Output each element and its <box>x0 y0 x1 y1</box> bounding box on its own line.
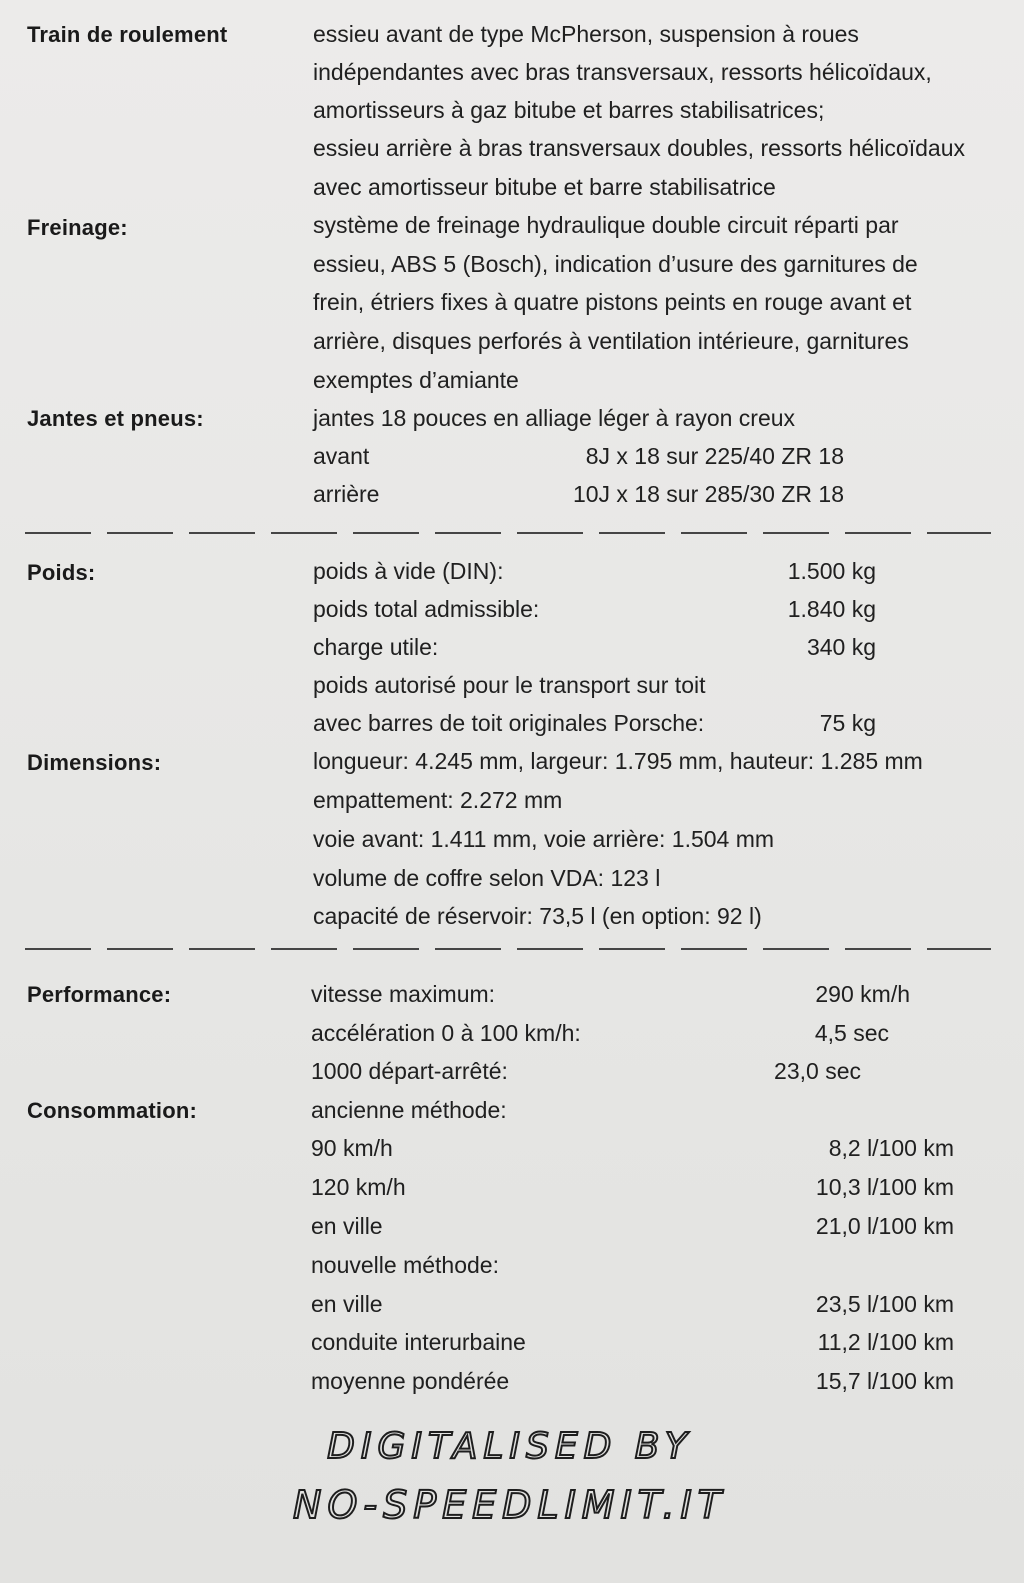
section-label-consommation: Consommation: <box>27 1098 198 1123</box>
poids-row-name: charge utile: <box>313 634 439 660</box>
dimensions-line: voie avant: 1.411 mm, voie arrière: 1.504 mm <box>313 826 775 852</box>
consommation-row-name: en ville <box>311 1213 383 1239</box>
poids-row-value: 340 kg <box>806 634 876 660</box>
consommation-row-name: moyenne pondérée <box>311 1368 510 1394</box>
dimensions-line: capacité de réservoir: 73,5 l (en option: 92 l) <box>313 903 762 929</box>
freinage-line: exemptes d’amiante <box>313 367 519 393</box>
performance-row-name: accélération 0 à 100 km/h: <box>311 1020 581 1046</box>
train-line: essieu avant de type McPherson, suspension à roues <box>313 21 859 47</box>
performance-row-name: 1000 départ-arrêté: <box>311 1058 508 1084</box>
consommation-row-name: en ville <box>311 1291 383 1317</box>
consommation-row-value: 21,0 l/100 km <box>815 1213 954 1239</box>
performance-row-name: vitesse maximum: <box>311 981 496 1007</box>
poids-roof-line: avec barres de toit originales Porsche: <box>313 710 705 736</box>
section-label-train: Train de roulement <box>27 22 228 47</box>
consommation-row-name: 90 km/h <box>311 1135 393 1161</box>
consommation-row-value: 15,7 l/100 km <box>815 1368 954 1394</box>
section-label-jantes: Jantes et pneus: <box>27 406 204 431</box>
dimensions-line: longueur: 4.245 mm, largeur: 1.795 mm, hauteur: 1.285 mm <box>313 748 923 774</box>
watermark-line-2: NO-SPEEDLIMIT.IT <box>293 1483 727 1527</box>
section-label-dimensions: Dimensions: <box>27 750 162 775</box>
jantes-row-value: 10J x 18 sur 285/30 ZR 18 <box>572 481 844 507</box>
train-line: avec amortisseur bitube et barre stabilisatrice <box>313 174 776 200</box>
jantes-row-name: avant <box>313 443 370 469</box>
freinage-line: système de freinage hydraulique double circuit réparti par <box>313 212 899 238</box>
freinage-line: arrière, disques perforés à ventilation intérieure, garnitures <box>313 328 909 354</box>
poids-roof-line: poids autorisé pour le transport sur toit <box>313 672 706 698</box>
section-label-performance: Performance: <box>27 982 172 1007</box>
freinage-line: frein, étriers fixes à quatre pistons peints en rouge avant et <box>313 289 912 315</box>
jantes-row-name: arrière <box>313 481 380 507</box>
section-label-poids: Poids: <box>27 560 96 585</box>
train-line: essieu arrière à bras transversaux doubles, ressorts hélicoïdaux <box>313 135 965 161</box>
train-line: amortisseurs à gaz bitube et barres stabilisatrices; <box>313 97 825 123</box>
section-divider <box>25 948 991 950</box>
poids-row-value: 1.840 kg <box>787 596 876 622</box>
performance-row-value: 4,5 sec <box>814 1020 889 1046</box>
poids-row-name: poids total admissible: <box>313 596 540 622</box>
jantes-row-value: 8J x 18 sur 225/40 ZR 18 <box>585 443 844 469</box>
consommation-old-title: ancienne méthode: <box>311 1097 507 1123</box>
consommation-row-name: conduite interurbaine <box>311 1329 526 1355</box>
poids-row-name: poids à vide (DIN): <box>313 558 504 584</box>
performance-row-value: 290 km/h <box>815 981 910 1007</box>
consommation-row-name: 120 km/h <box>311 1174 406 1200</box>
consommation-row-value: 10,3 l/100 km <box>815 1174 954 1200</box>
consommation-new-title: nouvelle méthode: <box>311 1252 499 1278</box>
section-label-freinage: Freinage: <box>27 215 128 240</box>
jantes-intro: jantes 18 pouces en alliage léger à rayon creux <box>313 405 796 431</box>
watermark-line-1: DIGITALISED BY <box>327 1426 693 1467</box>
consommation-row-value: 11,2 l/100 km <box>817 1329 954 1355</box>
consommation-row-value: 8,2 l/100 km <box>828 1135 954 1161</box>
consommation-row-value: 23,5 l/100 km <box>815 1291 954 1317</box>
poids-roof-value: 75 kg <box>819 710 876 736</box>
poids-row-value: 1.500 kg <box>787 558 876 584</box>
dimensions-line: volume de coffre selon VDA: 123 l <box>313 865 661 891</box>
section-divider <box>25 532 991 534</box>
dimensions-line: empattement: 2.272 mm <box>313 787 563 813</box>
train-line: indépendantes avec bras transversaux, ressorts hélicoïdaux, <box>313 59 932 85</box>
freinage-line: essieu, ABS 5 (Bosch), indication d’usure des garnitures de <box>313 251 918 277</box>
performance-row-value: 23,0 sec <box>774 1058 861 1084</box>
